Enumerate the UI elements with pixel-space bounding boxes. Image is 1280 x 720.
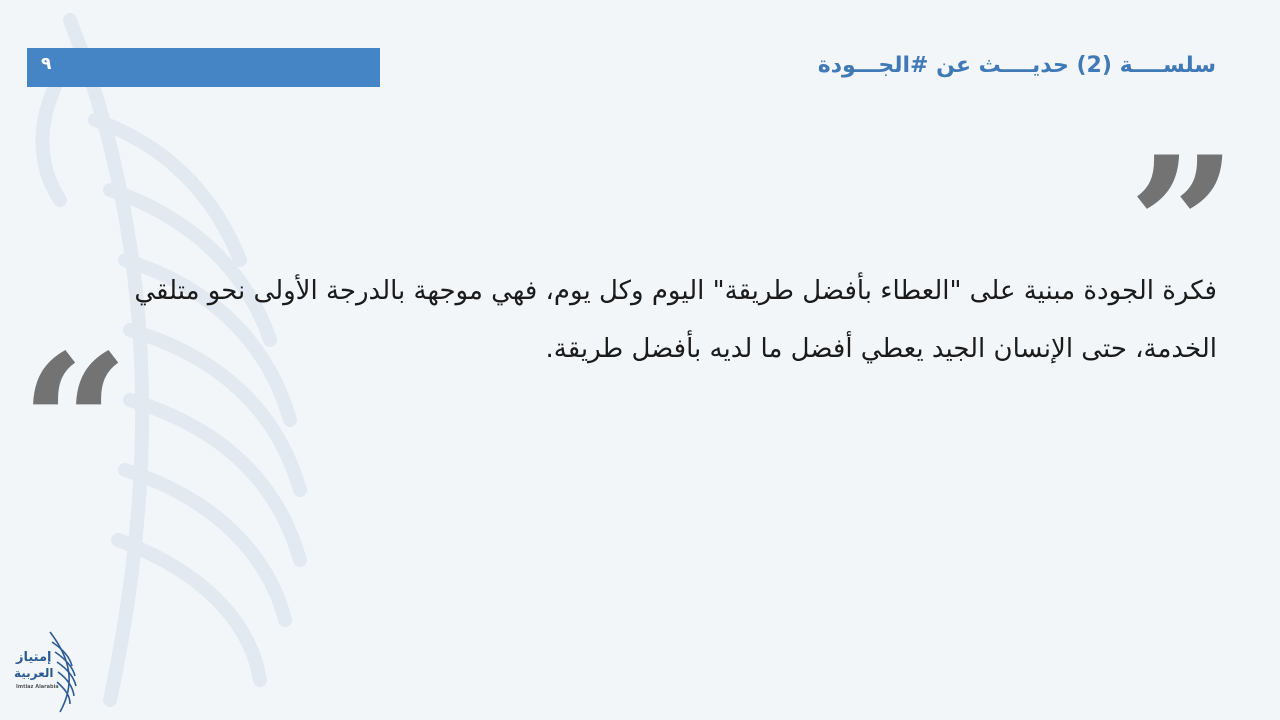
quote-text: فكرة الجودة مبنية على "العطاء بأفضل طريقة" اليوم وكل يوم، فهي موجهة بالدرجة الأولى نحو متلقي الخدمة، حتى الإنسان الجيد يعطي أفضل ما لديه بأفضل طريقة. xyxy=(134,276,1217,364)
logo-name-line1: إمتياز xyxy=(16,650,52,665)
close-quote-icon: ” xyxy=(1128,115,1238,338)
company-logo xyxy=(10,628,82,714)
page-number: ٩ xyxy=(41,54,52,74)
logo-name-line2: العربية xyxy=(14,666,54,680)
logo-latin-name: Imtiaz Alarabia xyxy=(16,684,59,690)
series-title: سلســــة (2) حديــــث عن #الجـــودة xyxy=(817,53,1216,78)
open-quote-icon: “ xyxy=(20,313,130,536)
page-number-bar xyxy=(27,48,380,87)
